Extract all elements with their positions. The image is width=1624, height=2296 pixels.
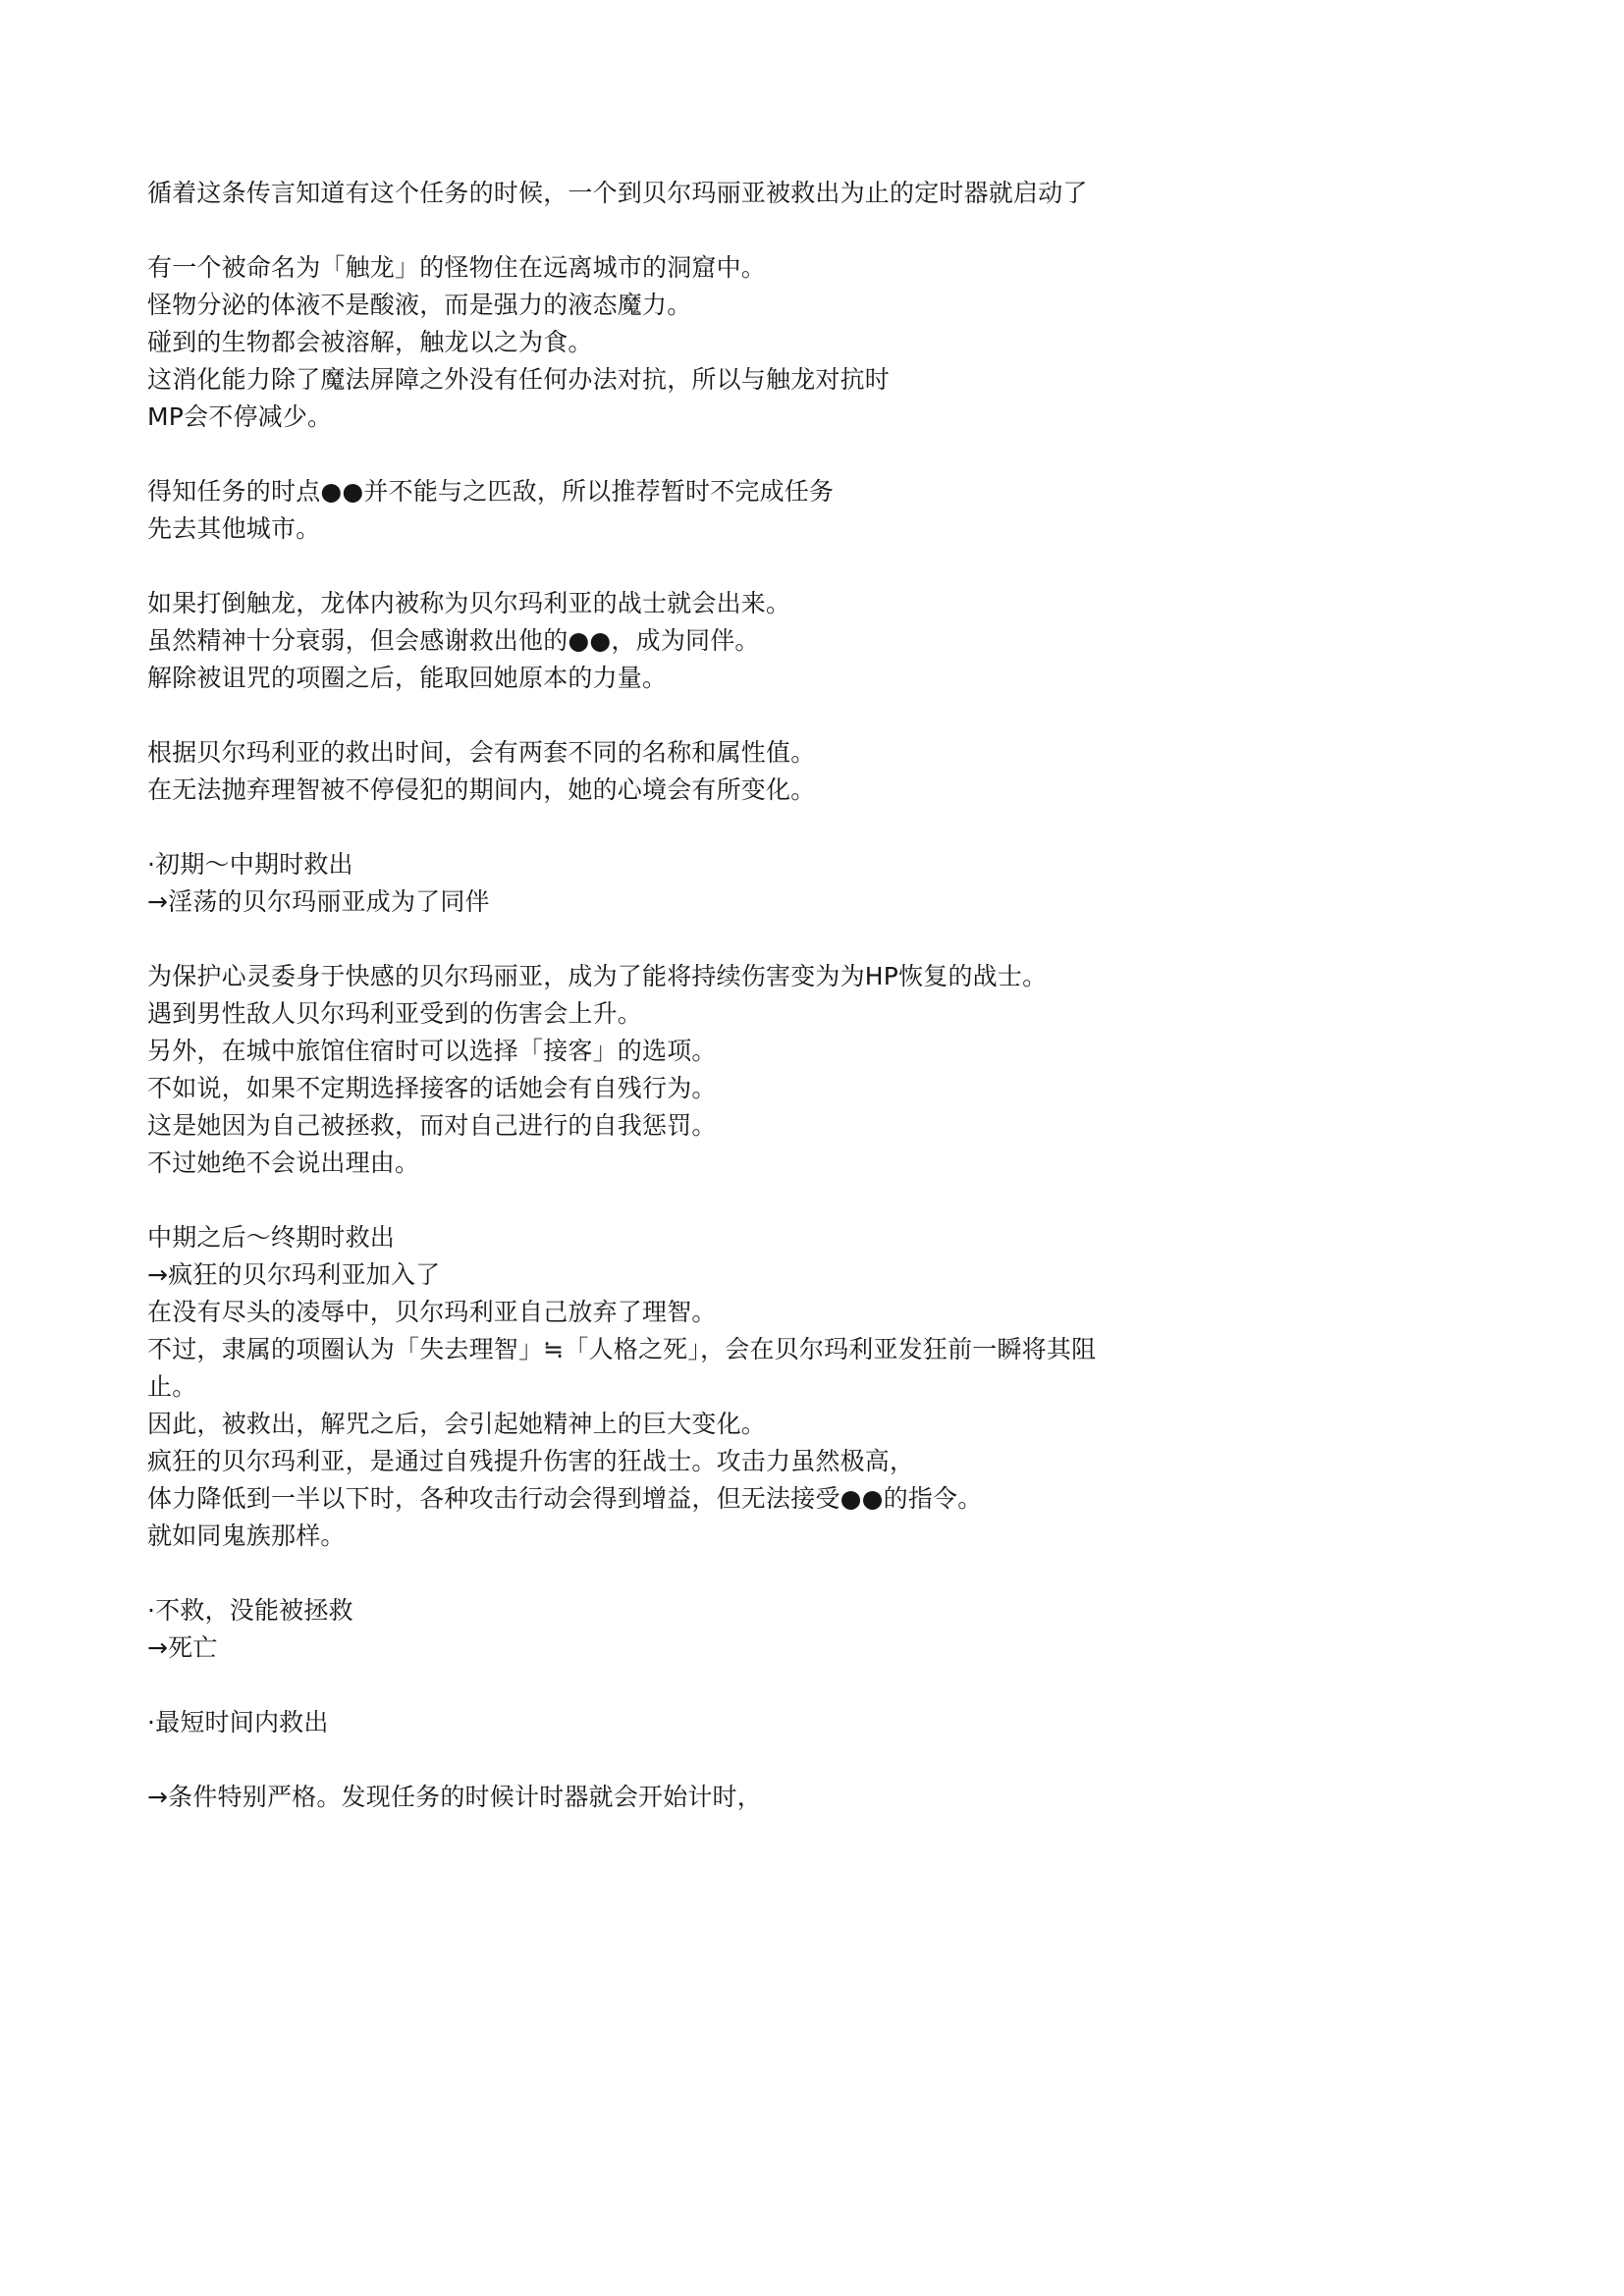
text-line: 在无法抛弃理智被不停侵犯的期间内，她的心境会有所变化。 — [147, 775, 816, 804]
text-line: 因此，被救出，解咒之后，会引起她精神上的巨大变化。 — [147, 1410, 767, 1438]
text-line: 遇到男性敌人贝尔玛利亚受到的伤害会上升。 — [147, 999, 643, 1028]
text-line: 有一个被命名为「触龙」的怪物住在远离城市的洞窟中。 — [147, 253, 767, 282]
paragraph-9 — [147, 1592, 1477, 1667]
text-line: →条件特别严格。发现任务的时候计时器就会开始计时， — [147, 1783, 762, 1811]
paragraph-3 — [147, 473, 1477, 548]
text-line: 得知任务的时点●●并不能与之匹敌，所以推荐暂时不完成任务 — [147, 477, 835, 506]
document-body — [147, 175, 1477, 1816]
paragraph-spacer — [147, 1182, 1477, 1219]
paragraph-6 — [147, 846, 1477, 921]
text-line: 如果打倒触龙，龙体内被称为贝尔玛利亚的战士就会出来。 — [147, 589, 791, 617]
text-line: ·初期～中期时救出 — [147, 850, 353, 879]
text-line: ·不救，没能被拯救 — [147, 1596, 353, 1625]
text-line: 这消化能力除了魔法屏障之外没有任何办法对抗，所以与触龙对抗时 — [147, 365, 891, 394]
text-line: 不过，隶属的项圈认为「失去理智」≒「人格之死」，会在贝尔玛利亚发狂前一瞬将其阻 — [147, 1335, 1097, 1363]
text-line: 止。 — [147, 1372, 197, 1401]
text-line: →死亡 — [147, 1633, 218, 1662]
text-line: MP会不停减少。 — [147, 402, 333, 431]
text-line: 循着这条传言知道有这个任务的时候，一个到贝尔玛丽亚被救出为止的定时器就启动了 — [147, 179, 1088, 207]
paragraph-10 — [147, 1704, 1477, 1741]
text-line: 就如同鬼族那样。 — [147, 1522, 346, 1550]
text-line: 这是她因为自己被拯救，而对自己进行的自我惩罚。 — [147, 1111, 717, 1140]
text-line: 在没有尽头的凌辱中，贝尔玛利亚自己放弃了理智。 — [147, 1298, 717, 1326]
paragraph-spacer — [147, 1741, 1477, 1779]
text-line: 体力降低到一半以下时，各种攻击行动会得到增益，但无法接受●●的指令。 — [147, 1484, 983, 1513]
paragraph-spacer — [147, 921, 1477, 958]
text-line: 疯狂的贝尔玛利亚，是通过自残提升伤害的狂战士。攻击力虽然极高， — [147, 1447, 915, 1475]
text-line: 虽然精神十分衰弱，但会感谢救出他的●●，成为同伴。 — [147, 626, 760, 655]
text-line: 不如说，如果不定期选择接客的话她会有自残行为。 — [147, 1074, 717, 1102]
text-line: 根据贝尔玛利亚的救出时间，会有两套不同的名称和属性值。 — [147, 738, 816, 767]
paragraph-5 — [147, 734, 1477, 809]
paragraph-spacer — [147, 1555, 1477, 1592]
paragraph-spacer — [147, 1667, 1477, 1704]
paragraph-spacer — [147, 809, 1477, 846]
paragraph-2 — [147, 249, 1477, 436]
text-line: 碰到的生物都会被溶解，触龙以之为食。 — [147, 328, 593, 356]
paragraph-spacer — [147, 212, 1477, 249]
text-line: →疯狂的贝尔玛利亚加入了 — [147, 1260, 441, 1289]
paragraph-8 — [147, 1219, 1477, 1555]
paragraph-spacer — [147, 697, 1477, 734]
paragraph-spacer — [147, 548, 1477, 585]
paragraph-1 — [147, 175, 1477, 212]
paragraph-7 — [147, 958, 1477, 1182]
paragraph-4 — [147, 585, 1477, 697]
text-line: 解除被诅咒的项圈之后，能取回她原本的力量。 — [147, 664, 668, 692]
text-line: 先去其他城市。 — [147, 514, 321, 543]
paragraph-11 — [147, 1779, 1477, 1816]
paragraph-spacer — [147, 436, 1477, 473]
text-line: 为保护心灵委身于快感的贝尔玛丽亚，成为了能将持续伤害变为为HP恢复的战士。 — [147, 962, 1048, 990]
text-line: 中期之后～终期时救出 — [147, 1223, 396, 1252]
text-line: →淫荡的贝尔玛丽亚成为了同伴 — [147, 887, 490, 916]
text-line: ·最短时间内救出 — [147, 1708, 329, 1736]
text-line: 怪物分泌的体液不是酸液，而是强力的液态魔力。 — [147, 291, 692, 319]
text-line: 不过她绝不会说出理由。 — [147, 1148, 420, 1177]
text-line: 另外，在城中旅馆住宿时可以选择「接客」的选项。 — [147, 1037, 717, 1065]
